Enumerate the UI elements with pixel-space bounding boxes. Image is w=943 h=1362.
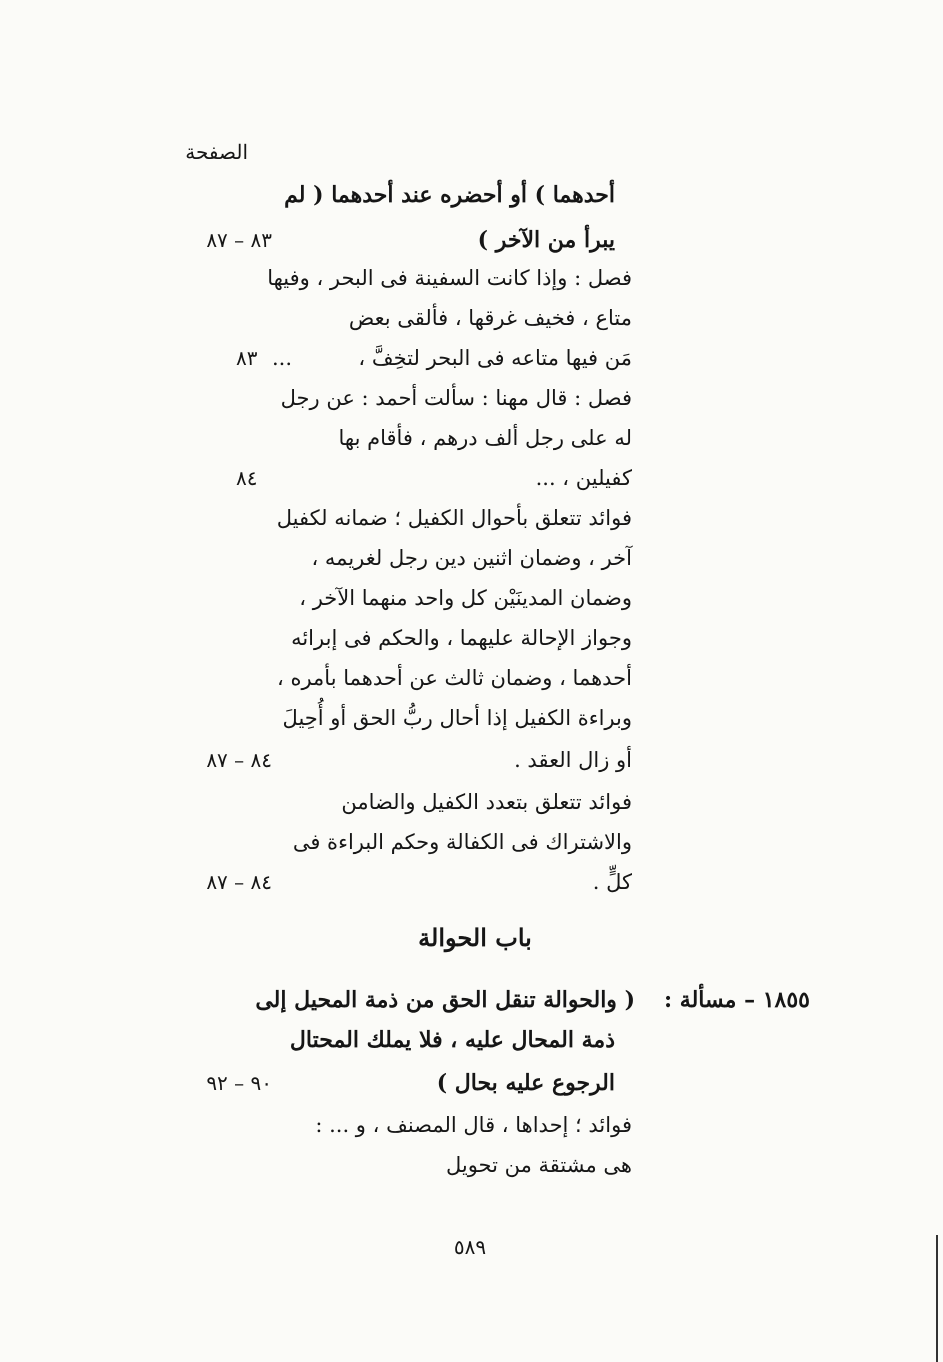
entry-line: كلٍّ . — [592, 870, 632, 894]
entry-line: وبراءة الكفيل إذا أحال ربُّ الحق أو أُحِيلَ — [282, 706, 632, 730]
page-single: ٨٤ — [236, 466, 258, 490]
page-range: ٨٣ – ٨٧ — [206, 228, 272, 252]
entry-line: أو زال العقد . — [514, 748, 632, 772]
entry-line: مَن فيها متاعه فى البحر لتخِفَّ ، — [358, 346, 632, 370]
page-range: ٨٤ – ٨٧ — [206, 748, 272, 772]
entry-line: فوائد تتعلق بأحوال الكفيل ؛ ضمانه لكفيل — [276, 506, 632, 530]
entry-line: والاشتراك فى الكفالة وحكم البراءة فى — [292, 830, 632, 854]
entry-line: هى مشتقة من تحويل — [445, 1153, 632, 1177]
entry-line: يبرأ من الآخر ) — [477, 227, 615, 253]
page-single: ٨٣ — [236, 346, 258, 370]
entry-line: فصل : وإذا كانت السفينة فى البحر ، وفيها — [267, 266, 632, 290]
page-range: ٩٠ – ٩٢ — [206, 1071, 272, 1095]
page-column-label: الصفحة — [185, 140, 248, 164]
entry-line: متاع ، فخيف غرقها ، فألقى بعض — [348, 306, 632, 330]
masala-line: ( والحوالة تنقل الحق من ذمة المحيل إلى — [255, 987, 635, 1013]
masala-number: ١٨٥٥ – مسألة : — [664, 987, 810, 1013]
entry-line: فصل : قال مهنا : سألت أحمد : عن رجل — [280, 386, 632, 410]
entry-line: وجواز الإحالة عليهما ، والحكم فى إبرائه — [291, 626, 632, 650]
entry-line: له على رجل ألف درهم ، فأقام بها — [338, 426, 632, 450]
page-range: ٨٤ – ٨٧ — [206, 870, 272, 894]
page-number: ٥٨٩ — [453, 1235, 487, 1259]
entry-line: أحدهما ) أو أحضره عند أحدهما ( لم — [284, 182, 615, 208]
page-edge-line — [936, 1235, 938, 1362]
ellipsis: ... — [272, 346, 293, 370]
masala-line: الرجوع عليه بحال ) — [436, 1070, 615, 1096]
entry-line: فوائد تتعلق بتعدد الكفيل والضامن — [341, 790, 632, 814]
entry-line: آخر ، وضمان اثنين دين رجل لغريمه ، — [311, 546, 632, 570]
entry-line: أحدهما ، وضمان ثالث عن أحدهما بأمره ، — [277, 666, 632, 690]
section-heading: باب الحوالة — [418, 923, 532, 952]
masala-line: ذمة المحال عليه ، فلا يملك المحتال — [289, 1027, 615, 1053]
entry-line: فوائد ؛ إحداها ، قال المصنف ، و ... : — [315, 1113, 632, 1137]
entry-line: كفيلين ، ... — [535, 466, 632, 490]
entry-line: وضمان المدينَيْن كل واحد منهما الآخر ، — [299, 586, 632, 610]
